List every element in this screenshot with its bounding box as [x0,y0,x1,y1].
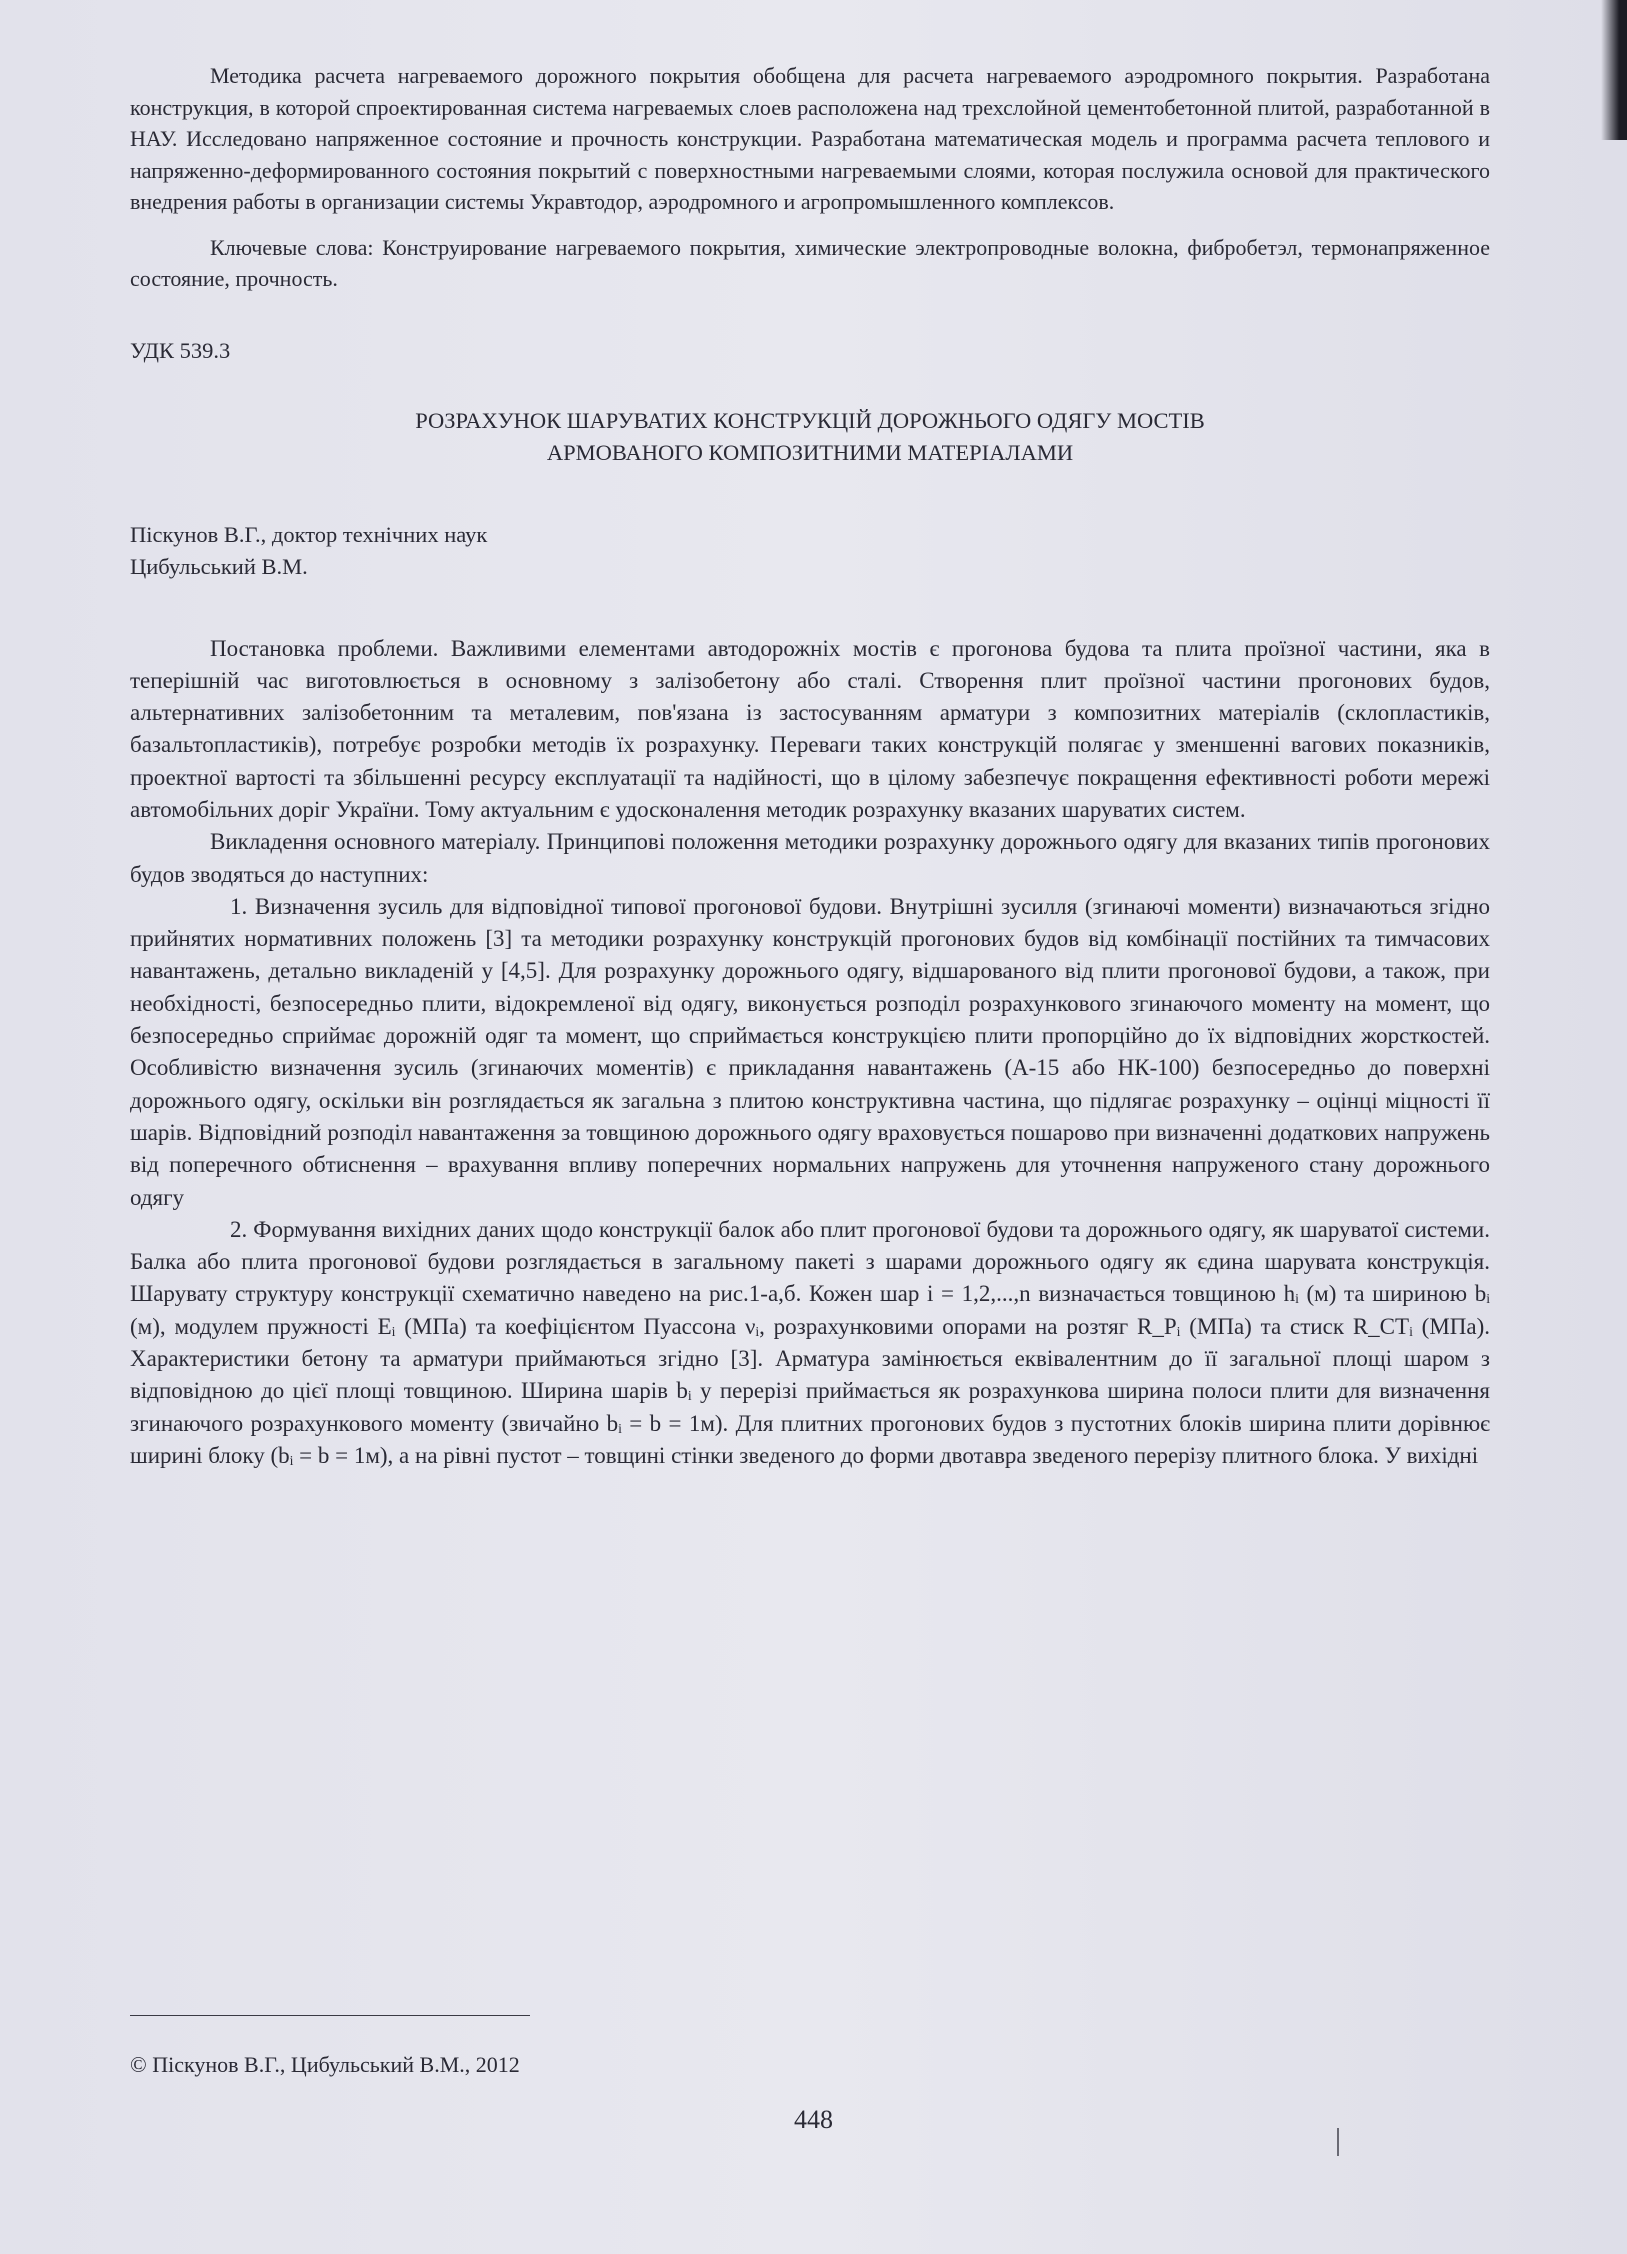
scan-mark [1337,2128,1339,2156]
page-number: 448 [794,2105,833,2134]
paragraph-main-material: Викладення основного матеріалу. Принципові положення методики розрахунку дорожнього одягу для вказаних типів прогонових будов зводяться до наступних: [130,829,1490,887]
footnote-rule [130,2015,530,2016]
udc-code: УДК 539.3 [130,337,231,363]
copyright-note: © Піскунов В.Г., Цибульський В.М., 2012 [130,2052,520,2077]
paragraph-item-1: 1. Визначення зусиль для відповідної типової прогонової будови. Внутрішні зусилля (згинаючі моменти) визначаються згідно прийнятих нормативних положень [3] та методики розрахунку конструкцій прогонових будов від комбінації постійних та тимчасових навантажень, детально викладеній у [4,5]. Для розрахунку дорожнього одягу, відшарованого від плити прогонової будови, а також, при необхідності, безпосередньо плити, відокремленої від одягу, виконується розподіл розрахункового згинаючого моменту на момент, що безпосередньо сприймає дорожній одяг та момент, що сприймається конструкцією плити пропорційно до їх відповідних жорсткостей. Особливістю визначення зусиль (згинаючих моментів) є прикладання навантажень (А-15 або НК-100) безпосередньо до поверхні дорожнього одягу, оскільки він розглядається як загальна з плитою конструктивна частина, що підлягає розрахунку – оцінці міцності її шарів. Відповідний розподіл навантаження за товщиною дорожнього одягу враховується пошарово при визначенні додаткових напружень від поперечного обтиснення – врахування впливу поперечних нормальних напружень для уточнення напруженого стану дорожнього одягу [130,893,1490,1210]
ru-abstract-paragraph: Методика расчета нагреваемого дорожного покрытия обобщена для расчета нагреваемого аэродромного покрытия. Разработана конструкция, в которой спроектированная система нагреваемых слоев расположена над трехслойной цементобетонной плитой, разработанной в НАУ. Исследовано напряженное состояние и прочность конструкции. Разработана математическая модель и программа расчета теплового и напряженно-деформированного состояния покрытий с поверхностными нагреваемыми слоями, которая послужила основой для практического внедрения работы в организации системы Укравтодор, аэродромного и агропромышленного комплексов. [130,63,1490,214]
author-1: Піскунов В.Г., доктор технічних наук [130,521,488,547]
authors-block [130,519,1490,583]
scan-edge-shadow [1601,0,1627,140]
article-body [130,633,1490,1473]
paragraph-problem-statement: Постановка проблеми. Важливими елементами автодорожніх мостів є прогонова будова та плита проїзної частини, яка в теперішній час виготовлюється в основному з залізобетону або сталі. Створення плит проїзної частини прогонових будов, альтернативних залізобетонним та металевим, пов'язана із застосуванням арматури з композитних матеріалів (склопластиків, базальтопластиків), потребує розробки методів їх розрахунку. Переваги таких конструкцій полягає у зменшенні вагових показників, проектної вартості та збільшенні ресурсу експлуатації та надійності, що в цілому забезпечує покращення ефективності роботи мережі автомобільних доріг України. Тому актуальним є удосконалення методик розрахунку вказаних шаруватих систем. [130,635,1490,822]
paragraph-item-2: 2. Формування вихідних даних щодо конструкції балок або плит прогонової будови та дорожнього одягу, як шаруватої системи. Балка або плита прогонової будови розглядається в загальному пакеті з шарами дорожнього одягу як єдина шарувата конструкція. Шарувату структуру конструкції схематично наведено на рис.1-а,б. Кожен шар i = 1,2,...,n визначається товщиною hᵢ (м) та шириною bᵢ (м), модулем пружності Eᵢ (МПа) та коефіцієнтом Пуассона νᵢ, розрахунковими опорами на розтяг R_Pᵢ (МПа) та стиск R_CTᵢ (МПа). Характеристики бетону та арматури приймаються згідно [3]. Арматура замінюється еквівалентним до її загальної площі шаром з відповідною до цієї площі товщиною. Ширина шарів bᵢ у перерізі приймається як розрахункова ширина полоси плити для визначення згинаючого розрахункового моменту (звичайно bᵢ = b = 1м). Для плитних прогонових будов з пустотних блоків ширина плити дорівнює ширині блоку (bᵢ = b = 1м), а на рівні пустот – товщині стінки зведеного до форми двотавра зведеного перерізу плитного блока. У вихідні [130,1216,1490,1468]
title-line-1: РОЗРАХУНОК ШАРУВАТИХ КОНСТРУКЦІЙ ДОРОЖНЬОГО ОДЯГУ МОСТІВ [415,407,1205,433]
author-2: Цибульський В.М. [130,553,308,579]
page-content [130,60,1490,1472]
article-title [130,405,1490,469]
ru-keywords: Ключевые слова: Конструирование нагреваемого покрытия, химические электропроводные волокна, фибробетэл, термонапряженное состояние, прочность. [130,234,1490,291]
title-line-2: АРМОВАНОГО КОМПОЗИТНИМИ МАТЕРІАЛАМИ [546,439,1074,465]
